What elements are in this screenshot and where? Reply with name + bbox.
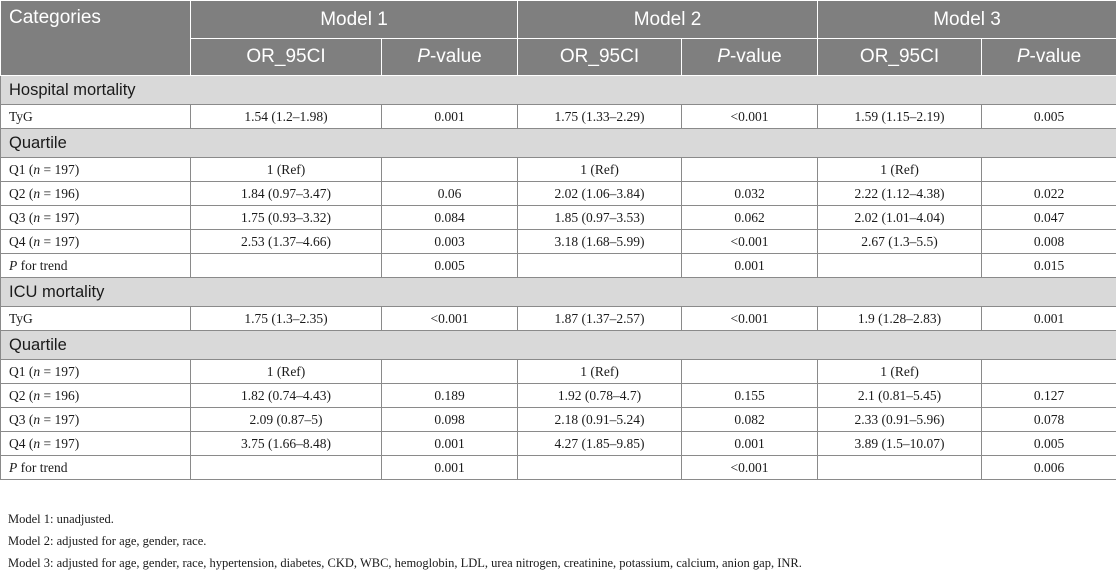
- header-model-2: Model 2: [518, 1, 818, 39]
- row-label-text: Q1 (: [9, 162, 33, 177]
- footnote-model-3: Model 3: adjusted for age, gender, race, hypertension, diabetes, CKD, WBC, hemoglobin, LDL, urea nitrogen, creatinine, potassium, calcium, anion gap, INR.: [8, 552, 802, 574]
- or-95ci-cell: [818, 254, 982, 278]
- row-label-text: Q1 (: [9, 364, 33, 379]
- p-value-cell: 0.006: [982, 456, 1116, 480]
- header-model-1: Model 1: [191, 1, 518, 39]
- p-value-cell: 0.062: [682, 206, 818, 230]
- row-label-text: = 197): [40, 364, 79, 379]
- p-value-cell: [682, 360, 818, 384]
- p-value-cell: <0.001: [682, 456, 818, 480]
- table-row: [1, 432, 1116, 456]
- table-row: [1, 384, 1116, 408]
- or-95ci-cell: 3.75 (1.66–8.48): [191, 432, 382, 456]
- p-value-cell: 0.015: [982, 254, 1116, 278]
- row-label: [1, 456, 191, 480]
- row-label-italic: n: [33, 388, 40, 403]
- or-95ci-cell: 4.27 (1.85–9.85): [518, 432, 682, 456]
- or-95ci-cell: 2.53 (1.37–4.66): [191, 230, 382, 254]
- header-model-3: Model 3: [818, 1, 1116, 39]
- or-95ci-cell: 1.85 (0.97–3.53): [518, 206, 682, 230]
- header-or95ci-model-3: OR_95CI: [818, 39, 982, 76]
- header-or95ci-model-2: OR_95CI: [518, 39, 682, 76]
- row-label: [1, 105, 191, 129]
- row-label-text: Q4 (: [9, 436, 33, 451]
- p-value-cell: 0.047: [982, 206, 1116, 230]
- p-value-cell: 0.189: [382, 384, 518, 408]
- or-95ci-cell: [191, 456, 382, 480]
- or-95ci-cell: 1 (Ref): [191, 360, 382, 384]
- or-95ci-cell: 1.75 (1.3–2.35): [191, 307, 382, 331]
- p-value-cell: <0.001: [682, 307, 818, 331]
- or-95ci-cell: [518, 456, 682, 480]
- row-label-text: for trend: [17, 460, 67, 475]
- row-label: [1, 182, 191, 206]
- header-p-italic: P: [717, 46, 730, 67]
- footnote-model-1: Model 1: unadjusted.: [8, 508, 802, 530]
- row-label: [1, 254, 191, 278]
- row-label-italic: n: [33, 364, 40, 379]
- p-value-cell: [982, 158, 1116, 182]
- or-95ci-cell: [191, 254, 382, 278]
- or-95ci-cell: 2.1 (0.81–5.45): [818, 384, 982, 408]
- row-label-text: Q3 (: [9, 412, 33, 427]
- table-row: [1, 254, 1116, 278]
- row-label-text: for trend: [17, 258, 67, 273]
- p-value-cell: 0.001: [382, 105, 518, 129]
- section-header: [1, 129, 1116, 158]
- or-95ci-cell: 2.02 (1.01–4.04): [818, 206, 982, 230]
- p-value-cell: 0.022: [982, 182, 1116, 206]
- row-label-italic: n: [33, 412, 40, 427]
- row-label: [1, 307, 191, 331]
- row-label-italic: n: [33, 210, 40, 225]
- or-95ci-cell: 2.02 (1.06–3.84): [518, 182, 682, 206]
- row-label: [1, 206, 191, 230]
- row-label-text: = 197): [40, 436, 79, 451]
- row-label: [1, 230, 191, 254]
- row-label-italic: P: [9, 460, 17, 475]
- row-label-text: = 197): [40, 210, 79, 225]
- p-value-cell: 0.06: [382, 182, 518, 206]
- header-p-italic: P: [1017, 46, 1030, 67]
- or-95ci-cell: 2.22 (1.12–4.38): [818, 182, 982, 206]
- row-label-italic: n: [33, 162, 40, 177]
- row-label-text: Q4 (: [9, 234, 33, 249]
- p-value-cell: 0.084: [382, 206, 518, 230]
- p-value-cell: 0.127: [982, 384, 1116, 408]
- table-row: [1, 182, 1116, 206]
- row-label-italic: n: [33, 436, 40, 451]
- row-label-italic: n: [33, 186, 40, 201]
- p-value-cell: 0.005: [382, 254, 518, 278]
- or-95ci-cell: 1 (Ref): [518, 158, 682, 182]
- or-95ci-cell: [818, 456, 982, 480]
- p-value-cell: 0.005: [982, 432, 1116, 456]
- table-row: [1, 360, 1116, 384]
- p-value-cell: 0.098: [382, 408, 518, 432]
- or-95ci-cell: 1.59 (1.15–2.19): [818, 105, 982, 129]
- row-label-text: TyG: [9, 109, 33, 124]
- table-row: [1, 105, 1116, 129]
- p-value-cell: [382, 360, 518, 384]
- or-95ci-cell: 2.09 (0.87–5): [191, 408, 382, 432]
- or-95ci-cell: 1.84 (0.97–3.47): [191, 182, 382, 206]
- table-row: [1, 158, 1116, 182]
- row-label-text: Q2 (: [9, 388, 33, 403]
- row-label-text: = 197): [40, 412, 79, 427]
- or-95ci-cell: 1 (Ref): [818, 360, 982, 384]
- p-value-cell: 0.003: [382, 230, 518, 254]
- p-value-cell: [682, 158, 818, 182]
- row-label-text: TyG: [9, 311, 33, 326]
- or-95ci-cell: 2.18 (0.91–5.24): [518, 408, 682, 432]
- row-label-text: = 196): [40, 388, 79, 403]
- section-title: Quartile: [1, 129, 1116, 158]
- table-row: [1, 206, 1116, 230]
- p-value-cell: <0.001: [382, 307, 518, 331]
- row-label-text: Q3 (: [9, 210, 33, 225]
- header-categories: Categories: [1, 1, 191, 76]
- row-label-italic: P: [9, 258, 17, 273]
- or-95ci-cell: 2.67 (1.3–5.5): [818, 230, 982, 254]
- p-value-cell: 0.001: [382, 432, 518, 456]
- header-p-suffix: -value: [730, 46, 782, 67]
- or-95ci-cell: 1.54 (1.2–1.98): [191, 105, 382, 129]
- p-value-cell: 0.032: [682, 182, 818, 206]
- or-95ci-cell: 1 (Ref): [191, 158, 382, 182]
- table-row: [1, 456, 1116, 480]
- row-label-italic: n: [33, 234, 40, 249]
- p-value-cell: 0.001: [682, 432, 818, 456]
- p-value-cell: 0.078: [982, 408, 1116, 432]
- section-header: [1, 278, 1116, 307]
- header-or95ci-model-1: OR_95CI: [191, 39, 382, 76]
- p-value-cell: [982, 360, 1116, 384]
- row-label-text: = 197): [40, 234, 79, 249]
- or-95ci-cell: 1.75 (0.93–3.32): [191, 206, 382, 230]
- header-p-suffix: -value: [1030, 46, 1082, 67]
- header-pvalue-model-1: [382, 39, 518, 76]
- header-p-suffix: -value: [430, 46, 482, 67]
- table-row: [1, 307, 1116, 331]
- or-95ci-cell: 1.92 (0.78–4.7): [518, 384, 682, 408]
- p-value-cell: 0.001: [382, 456, 518, 480]
- section-header: [1, 76, 1116, 105]
- p-value-cell: 0.082: [682, 408, 818, 432]
- or-95ci-cell: 1 (Ref): [818, 158, 982, 182]
- p-value-cell: 0.155: [682, 384, 818, 408]
- p-value-cell: <0.001: [682, 230, 818, 254]
- row-label-text: = 197): [40, 162, 79, 177]
- or-95ci-cell: 1.82 (0.74–4.43): [191, 384, 382, 408]
- table-row: [1, 408, 1116, 432]
- row-label-text: Q2 (: [9, 186, 33, 201]
- row-label: [1, 408, 191, 432]
- p-value-cell: <0.001: [682, 105, 818, 129]
- footnote-model-2: Model 2: adjusted for age, gender, race.: [8, 530, 802, 552]
- section-header: [1, 331, 1116, 360]
- or-95ci-cell: [518, 254, 682, 278]
- or-95ci-cell: 3.18 (1.68–5.99): [518, 230, 682, 254]
- or-95ci-cell: 3.89 (1.5–10.07): [818, 432, 982, 456]
- p-value-cell: 0.001: [982, 307, 1116, 331]
- section-title: Hospital mortality: [1, 76, 1116, 105]
- section-title: ICU mortality: [1, 278, 1116, 307]
- or-95ci-cell: 1 (Ref): [518, 360, 682, 384]
- or-95ci-cell: 1.87 (1.37–2.57): [518, 307, 682, 331]
- or-95ci-cell: 2.33 (0.91–5.96): [818, 408, 982, 432]
- table-row: [1, 230, 1116, 254]
- or-95ci-cell: 1.75 (1.33–2.29): [518, 105, 682, 129]
- p-value-cell: 0.005: [982, 105, 1116, 129]
- row-label: [1, 384, 191, 408]
- header-pvalue-model-2: [682, 39, 818, 76]
- header-pvalue-model-3: [982, 39, 1116, 76]
- or-95ci-cell: 1.9 (1.28–2.83): [818, 307, 982, 331]
- p-value-cell: [382, 158, 518, 182]
- p-value-cell: 0.008: [982, 230, 1116, 254]
- section-title: Quartile: [1, 331, 1116, 360]
- row-label-text: = 196): [40, 186, 79, 201]
- row-label: [1, 158, 191, 182]
- row-label: [1, 360, 191, 384]
- table-footnotes: [8, 508, 802, 574]
- row-label: [1, 432, 191, 456]
- header-p-italic: P: [417, 46, 430, 67]
- p-value-cell: 0.001: [682, 254, 818, 278]
